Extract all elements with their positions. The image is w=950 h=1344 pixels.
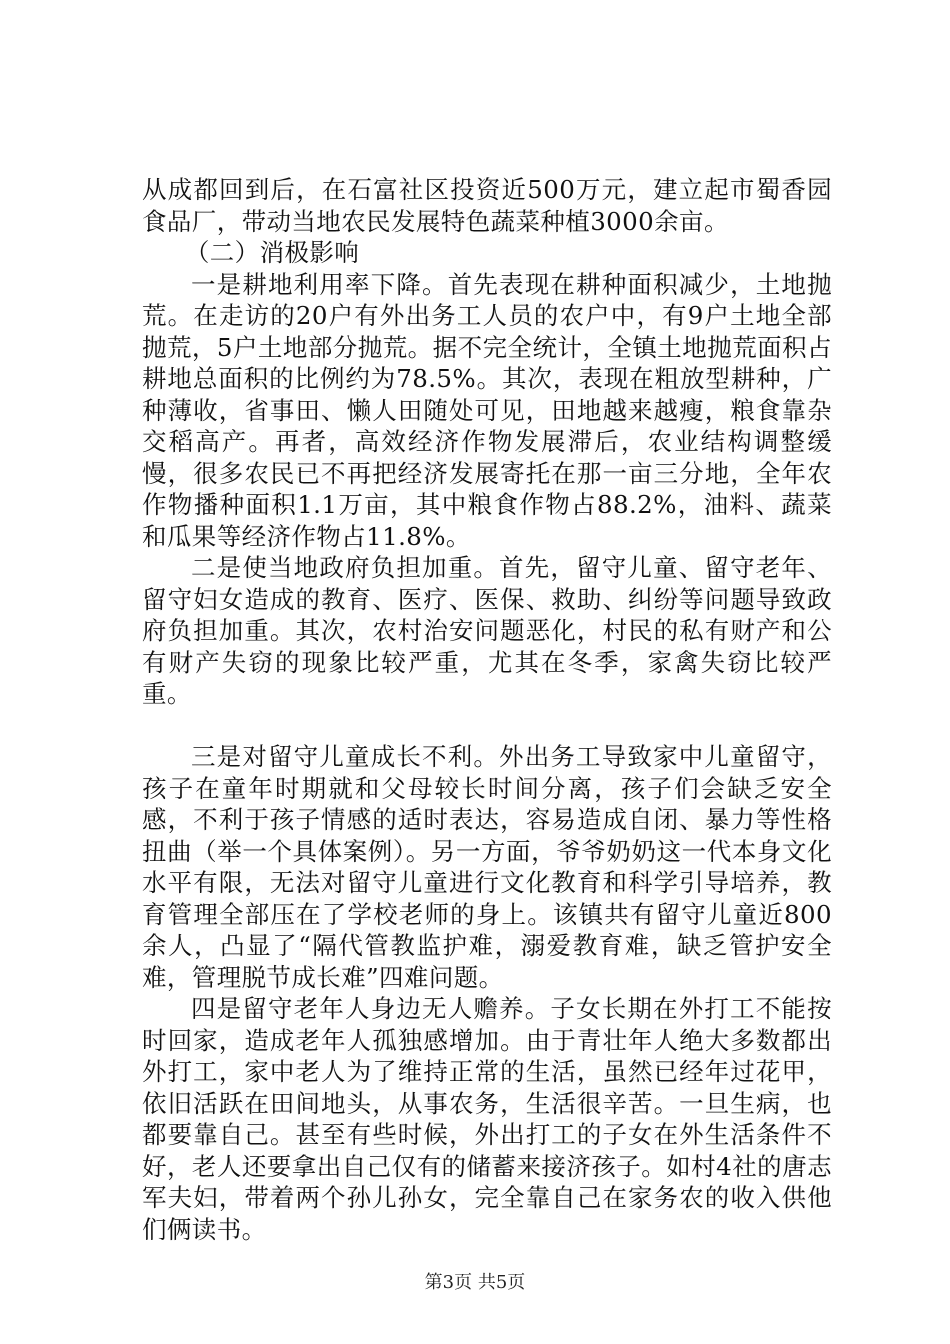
document-body bbox=[142, 174, 832, 1245]
paragraph-government-burden: 二是使当地政府负担加重。首先，留守儿童、留守老年、留守妇女造成的教育、医疗、医保、救助、纠纷等问题导致政府负担加重。其次，农村治安问题恶化，村民的私有财产和公有财产失窃的现象比较严重，尤其在冬季，家禽失窃比较严重。 bbox=[142, 553, 832, 708]
section-heading-negative-effects: （二）消极影响 bbox=[184, 238, 360, 267]
page-footer bbox=[0, 1272, 950, 1294]
paragraph-spacer bbox=[142, 710, 832, 742]
paragraph-left-behind-elderly: 四是留守老年人身边无人赡养。子女长期在外打工不能按时回家，造成老年人孤独感增加。由于青壮年人绝大多数都出外打工，家中老人为了维持正常的生活，虽然已经年过花甲，依旧活跃在田间地头，从事农务，生活很辛苦。一旦生病，也都要靠自己。甚至有些时候，外出打工的子女在外生活条件不好，老人还要拿出自己仅有的储蓄来接济孩子。如村4社的唐志军夫妇，带着两个孙儿孙女，完全靠自己在家务农的收入供他们俩读书。 bbox=[142, 994, 832, 1244]
paragraph-farmland-utilization: 一是耕地利用率下降。首先表现在耕种面积减少，土地抛荒。在走访的20户有外出务工人员的农户中，有9户土地全部抛荒，5户土地部分抛荒。据不完全统计，全镇土地抛荒面积占耕地总面积的比例约为78.5%。其次，表现在粗放型耕种，广种薄收，省事田、懒人田随处可见，田地越来越瘦，粮食靠杂交稻高产。再者，高效经济作物发展滞后，农业结构调整缓慢，很多农民已不再把经济发展寄托在那一亩三分地，全年农作物播种面积1.1万亩，其中粮食作物占88.2%，油料、蔬菜和瓜果等经济作物占11.8%。 bbox=[142, 269, 832, 551]
paragraph-left-behind-children: 三是对留守儿童成长不利。外出务工导致家中儿童留守，孩子在童年时期就和父母较长时间分离，孩子们会缺乏安全感，不利于孩子情感的适时表达，容易造成自闭、暴力等性格扭曲（举一个具体案例）。另一方面，爷爷奶奶这一代本身文化水平有限，无法对留守儿童进行文化教育和科学引导培养，教育管理全部压在了学校老师的身上。该镇共有留守儿童近800余人，凸显了“隔代管教监护难，溺爱教育难，缺乏管护安全难，管理脱节成长难”四难问题。 bbox=[142, 742, 832, 992]
paragraph-continuation: 从成都回到后，在石富社区投资近500万元，建立起市蜀香园食品厂，带动当地农民发展特色蔬菜种植3000余亩。 bbox=[142, 175, 832, 236]
page-number-label: 第3页 共5页 bbox=[424, 1272, 526, 1293]
